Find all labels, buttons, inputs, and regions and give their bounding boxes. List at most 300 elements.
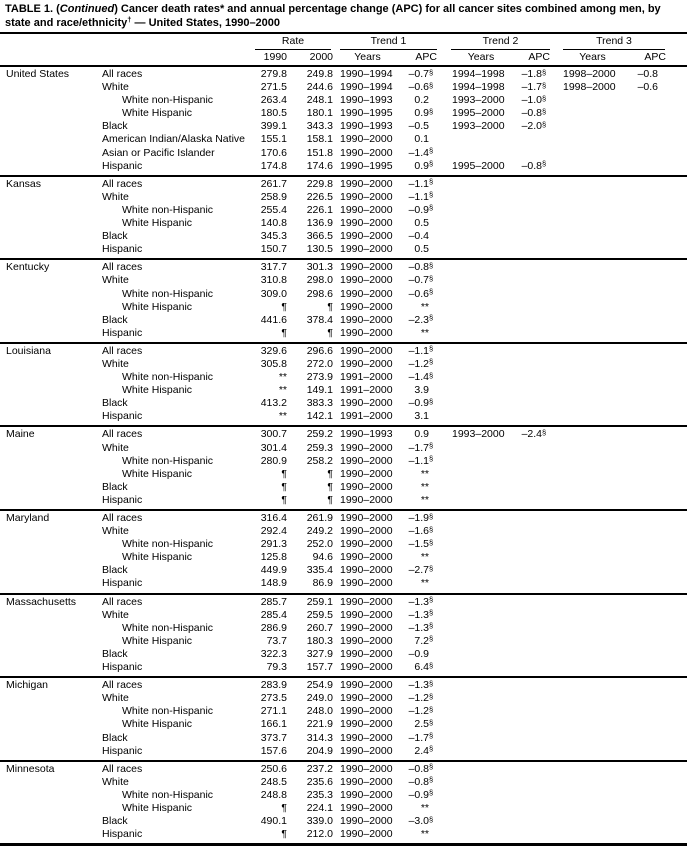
- trend3-years-cell: [550, 815, 622, 828]
- table-row: [0, 481, 666, 494]
- section-footnote-mark: [658, 105, 666, 118]
- state-cell: [0, 551, 100, 564]
- trend3-years-cell: [550, 551, 622, 564]
- apc-value: –1.3: [408, 679, 429, 692]
- trend3-years-cell: [550, 147, 622, 160]
- trend1-years-cell: 1990–1994: [340, 81, 393, 94]
- rate-1990-cell: 345.3: [260, 230, 287, 243]
- trend3-years-cell: [550, 481, 622, 494]
- rate-2000-cell: 174.6: [306, 159, 333, 172]
- section-footnote-mark: [429, 426, 437, 439]
- table-row: [0, 551, 666, 564]
- state-section: [0, 425, 687, 509]
- race-ethnicity-cell: White non-Hispanic: [122, 371, 214, 384]
- dagger-footnote-mark: †: [127, 15, 132, 24]
- table-row: [0, 217, 666, 230]
- trend3-years-cell: [550, 384, 622, 397]
- state-cell: [0, 120, 100, 133]
- section-footnote-mark: [429, 408, 437, 421]
- trend1-years-cell: 1990–2000: [340, 441, 393, 454]
- trend1-years-cell: 1990–2000: [340, 467, 393, 480]
- trend3-years-cell: [550, 718, 622, 731]
- race-ethnicity-cell: Hispanic: [102, 410, 143, 423]
- table-row: [0, 274, 666, 287]
- rate-1990-cell: 285.4: [260, 608, 287, 621]
- trend3-apc-cell: [622, 494, 666, 507]
- rate-2000-cell: 142.1: [306, 410, 333, 423]
- race-ethnicity-cell: White: [102, 81, 129, 94]
- trend3-apc-cell: [622, 661, 666, 674]
- trend3-years-cell: [550, 661, 622, 674]
- section-footnote-mark: [542, 324, 550, 337]
- rate-2000-cell: 94.6: [312, 551, 333, 564]
- state-cell: Massachusetts: [6, 595, 77, 608]
- section-footnote-mark: [658, 523, 666, 536]
- trend3-years-cell: [550, 107, 622, 120]
- rate-1990-cell: 125.8: [260, 551, 287, 564]
- trend1-years-cell: 1990–2000: [340, 146, 393, 159]
- trend1-years-cell: 1990–1993: [340, 120, 393, 133]
- trend3-apc-cell: [622, 577, 666, 590]
- apc-value: –0.8: [408, 762, 429, 775]
- section-footnote-mark: §: [429, 621, 434, 631]
- state-section: [0, 509, 687, 593]
- trend2-years-cell: [437, 577, 510, 590]
- apc-value: –1.1: [408, 190, 429, 203]
- table-row: [0, 442, 666, 455]
- trend1-years-cell: 1990–2000: [340, 217, 393, 230]
- trend1-years-cell: 1990–2000: [340, 634, 393, 647]
- trend1-years-cell: 1990–2000: [340, 344, 393, 357]
- trend1-years-cell: 1991–2000: [340, 410, 393, 423]
- trend1-years-cell: 1990–2000: [340, 608, 393, 621]
- rate-2000-cell: 339.0: [306, 815, 333, 828]
- race-ethnicity-cell: Black: [102, 120, 128, 133]
- section-footnote-mark: [542, 562, 550, 575]
- apc-value: **: [420, 577, 429, 590]
- state-cell: [0, 718, 100, 731]
- trend1-group-label: Trend 1: [370, 35, 407, 47]
- rate-2000-cell: 235.6: [306, 775, 333, 788]
- rate-1990-cell: ¶: [281, 801, 287, 814]
- trend2-years-cell: [437, 345, 510, 358]
- section-footnote-mark: [658, 575, 666, 588]
- trend2-years-cell: 1995–2000: [452, 159, 505, 172]
- trend2-years-cell: 1993–2000: [452, 120, 505, 133]
- rate-1990-cell: ¶: [281, 467, 287, 480]
- race-ethnicity-cell: All races: [102, 595, 143, 608]
- table-row: [0, 455, 666, 468]
- trend3-years-cell: [550, 358, 622, 371]
- state-cell: [0, 204, 100, 217]
- section-footnote-mark: §: [429, 203, 434, 213]
- section-footnote-mark: [658, 175, 666, 188]
- trend1-years-cell: 1990–2000: [340, 705, 393, 718]
- table-row: [0, 160, 666, 173]
- trend3-years-cell: [550, 564, 622, 577]
- trend3-years-cell: [550, 410, 622, 423]
- section-footnote-mark: [658, 549, 666, 562]
- rate-1990-cell: 285.7: [260, 595, 287, 608]
- apc-value: 0.5: [414, 217, 429, 230]
- apc-value: 0.9: [414, 428, 429, 441]
- section-footnote-mark: [542, 690, 550, 703]
- state-cell: [0, 564, 100, 577]
- table-row: [0, 648, 666, 661]
- trend3-years-cell: [550, 622, 622, 635]
- trend3-years-cell: [550, 763, 622, 776]
- trend1-years-cell: 1990–2000: [340, 493, 393, 506]
- trend1-years-cell: 1990–2000: [340, 595, 393, 608]
- trend1-years-cell: 1990–1993: [340, 94, 393, 107]
- table-row: [0, 705, 666, 718]
- state-section: [0, 175, 687, 259]
- trend2-years-cell: 1994–1998: [452, 81, 505, 94]
- section-footnote-mark: §: [429, 287, 434, 296]
- trend2-years-cell: [437, 327, 510, 340]
- trend3-years-cell: [550, 538, 622, 551]
- trend2-years-cell: [437, 692, 510, 705]
- rate-1990-cell: **: [278, 384, 287, 397]
- rate-2000-cell: 298.6: [306, 287, 333, 300]
- apc-value: 0.2: [414, 94, 429, 107]
- race-ethnicity-cell: White non-Hispanic: [122, 705, 214, 718]
- section-footnote-mark: [429, 92, 437, 105]
- section-footnote-mark: [542, 408, 550, 421]
- rate-2000-cell: 383.3: [306, 397, 333, 410]
- apc-value: –2.7: [408, 564, 429, 577]
- apc-value: –1.1: [408, 177, 429, 190]
- trend3-years-cell: [550, 120, 622, 133]
- trend3-years-cell: [550, 327, 622, 340]
- section-footnote-mark: [658, 478, 666, 491]
- trend2-apc-cell: [510, 327, 550, 340]
- column-group-trend3: [563, 34, 665, 50]
- section-footnote-mark: [429, 549, 437, 562]
- state-cell: Minnesota: [6, 762, 55, 775]
- trend2-apc-cell: [510, 828, 550, 841]
- rate-1990-cell: 273.5: [260, 692, 287, 705]
- trend3-years-cell: 1998–2000: [563, 81, 616, 94]
- state-cell: Kansas: [6, 177, 42, 190]
- rate-1990-cell: 291.3: [260, 538, 287, 551]
- section-footnote-mark: [658, 79, 666, 92]
- section-footnote-mark: [658, 786, 666, 799]
- section-footnote-mark: [658, 742, 666, 755]
- trend2-years-cell: [437, 288, 510, 301]
- trend2-years-cell: [437, 274, 510, 287]
- section-footnote-mark: [542, 272, 550, 285]
- trend3-years-cell: [550, 301, 622, 314]
- apc-value: –1.8: [521, 68, 542, 80]
- section-footnote-mark: [429, 645, 437, 658]
- table-row: [0, 107, 666, 120]
- section-footnote-mark: [658, 465, 666, 478]
- section-footnote-mark: [658, 716, 666, 729]
- section-footnote-mark: [658, 241, 666, 254]
- section-footnote-mark: [658, 826, 666, 839]
- rate-2000-cell: 180.3: [306, 634, 333, 647]
- section-footnote-mark: §: [429, 106, 434, 116]
- table-row: [0, 327, 666, 340]
- section-footnote-mark: [542, 799, 550, 812]
- table-row: [0, 68, 666, 81]
- rate-2000-cell: 298.0: [306, 274, 333, 287]
- table-header: [0, 34, 687, 65]
- apc-value: **: [420, 326, 429, 339]
- rate-1990-cell: 170.6: [260, 146, 287, 159]
- section-footnote-mark: [429, 324, 437, 337]
- apc-value: **: [420, 828, 429, 841]
- trend1-years-cell: 1990–2000: [340, 788, 393, 801]
- section-footnote-mark: §: [429, 634, 434, 644]
- rate-2000-cell: ¶: [327, 480, 333, 493]
- rate-1990-cell: 250.6: [260, 762, 287, 775]
- table-row: [0, 679, 666, 692]
- trend2-years-cell: [437, 538, 510, 551]
- section-footnote-mark: [542, 382, 550, 395]
- rate-1990-cell: ¶: [281, 828, 287, 841]
- rate-2000-cell: ¶: [327, 467, 333, 480]
- section-footnote-mark: §: [429, 537, 434, 547]
- state-cell: [0, 692, 100, 705]
- table-row: [0, 371, 666, 384]
- rate-2000-cell: 244.6: [306, 81, 333, 94]
- rate-1990-cell: 286.9: [260, 621, 287, 634]
- trend2-years-cell: [437, 410, 510, 423]
- trend3-years-cell: [550, 609, 622, 622]
- section-footnote-mark: [429, 241, 437, 254]
- table-row: [0, 345, 666, 358]
- column-header-trend3-apc: APC: [644, 51, 666, 63]
- table-row: [0, 204, 666, 217]
- rate-1990-cell: 140.8: [260, 217, 287, 230]
- table-row: [0, 763, 666, 776]
- section-footnote-mark: [658, 355, 666, 368]
- section-footnote-mark: §: [429, 814, 434, 824]
- apc-value: 0.5: [414, 243, 429, 256]
- state-section: [0, 676, 687, 760]
- state-cell: [0, 635, 100, 648]
- section-footnote-mark: [542, 259, 550, 272]
- section-footnote-mark: [658, 298, 666, 311]
- section-footnote-mark: [429, 799, 437, 812]
- state-cell: [0, 776, 100, 789]
- table-row: [0, 815, 666, 828]
- trend1-apc-cell: [395, 327, 437, 340]
- trend2-years-cell: [437, 763, 510, 776]
- section-footnote-mark: [429, 298, 437, 311]
- section-footnote-mark: §: [429, 190, 434, 200]
- trend2-years-cell: [437, 635, 510, 648]
- section-footnote-mark: [658, 66, 666, 79]
- trend2-years-cell: 1993–2000: [452, 428, 505, 441]
- section-footnote-mark: §: [429, 660, 434, 670]
- state-cell: [0, 327, 100, 340]
- state-cell: [0, 622, 100, 635]
- section-footnote-mark: §: [429, 744, 434, 754]
- apc-value: –0.8: [521, 159, 542, 172]
- table-row: [0, 494, 666, 507]
- section-footnote-mark: §: [542, 119, 547, 129]
- rate-1990-cell: 255.4: [260, 203, 287, 216]
- trend1-years-cell: 1990–2000: [340, 326, 393, 339]
- apc-value: –0.4: [408, 230, 429, 243]
- apc-value: 2.4: [414, 744, 429, 757]
- section-footnote-mark: [542, 131, 550, 144]
- section-footnote-mark: [658, 259, 666, 272]
- state-cell: [0, 384, 100, 397]
- trend3-years-cell: [550, 178, 622, 191]
- section-footnote-mark: [658, 593, 666, 606]
- rate-2000-cell: ¶: [327, 326, 333, 339]
- table-row: [0, 609, 666, 622]
- section-footnote-mark: §: [429, 762, 434, 772]
- race-ethnicity-cell: Black: [102, 647, 128, 660]
- apc-value: 2.5: [414, 718, 429, 731]
- apc-value: –0.7: [408, 274, 429, 287]
- rate-2000-cell: 157.7: [306, 661, 333, 674]
- race-ethnicity-cell: White: [102, 775, 129, 788]
- state-cell: [0, 107, 100, 120]
- rate-2000-cell: 259.3: [306, 441, 333, 454]
- section-footnote-mark: [542, 593, 550, 606]
- trend2-years-cell: [437, 525, 510, 538]
- rate-1990-cell: 280.9: [260, 454, 287, 467]
- state-cell: [0, 442, 100, 455]
- apc-value: –0.9: [408, 647, 429, 660]
- section-footnote-mark: [542, 478, 550, 491]
- state-cell: [0, 481, 100, 494]
- apc-value: –1.2: [408, 705, 429, 718]
- table-row: [0, 596, 666, 609]
- section-footnote-mark: [542, 355, 550, 368]
- apc-value: –0.8: [521, 107, 542, 120]
- rate-group-label: Rate: [281, 35, 305, 47]
- trend1-years-cell: 1990–1995: [340, 107, 393, 120]
- column-group-trend1: [340, 34, 437, 50]
- trend3-years-cell: [550, 525, 622, 538]
- column-header-1990: 1990: [263, 51, 287, 63]
- apc-value: –1.3: [408, 608, 429, 621]
- section-footnote-mark: [542, 760, 550, 773]
- race-ethnicity-cell: Black: [102, 815, 128, 828]
- rate-2000-cell: 249.8: [306, 68, 333, 80]
- section-footnote-mark: [658, 369, 666, 382]
- trend3-years-cell: [550, 732, 622, 745]
- trend3-years-cell: [550, 160, 622, 173]
- trend3-years-cell: [550, 705, 622, 718]
- state-cell: [0, 94, 100, 107]
- table-row: [0, 428, 666, 441]
- section-footnote-mark: [542, 645, 550, 658]
- table-row: [0, 661, 666, 674]
- state-cell: Kentucky: [6, 261, 50, 274]
- trend3-years-cell: [550, 428, 622, 441]
- apc-value: –1.0: [521, 94, 542, 107]
- trend3-apc-cell: [622, 327, 666, 340]
- trend1-years-cell: 1990–2000: [340, 300, 393, 313]
- table-body: [0, 65, 687, 843]
- trend1-years-cell: 1990–2000: [340, 577, 393, 590]
- section-footnote-mark: §: [429, 396, 434, 406]
- trend3-years-cell: [550, 94, 622, 107]
- trend2-years-cell: [437, 661, 510, 674]
- rate-2000-cell: 259.2: [306, 428, 333, 441]
- state-cell: [0, 314, 100, 327]
- race-ethnicity-cell: White: [102, 357, 129, 370]
- trend1-years-cell: 1991–2000: [340, 371, 393, 384]
- trend3-apc-cell: [622, 160, 666, 173]
- trend1-apc-cell: [395, 494, 437, 507]
- table-row: [0, 191, 666, 204]
- trend1-years-cell: 1990–2000: [340, 538, 393, 551]
- trend1-years-cell: 1990–2000: [340, 718, 393, 731]
- race-ethnicity-cell: White non-Hispanic: [122, 454, 214, 467]
- rate-2000-cell: ¶: [327, 493, 333, 506]
- trend2-years-cell: [437, 191, 510, 204]
- rate-1990-cell: 271.5: [260, 81, 287, 94]
- trend1-years-cell: 1990–2000: [340, 661, 393, 674]
- section-footnote-mark: §: [429, 454, 434, 464]
- section-footnote-mark: [542, 703, 550, 716]
- race-ethnicity-cell: Hispanic: [102, 744, 143, 757]
- trend2-years-cell: [437, 718, 510, 731]
- trend1-years-cell: 1990–2000: [340, 775, 393, 788]
- rate-1990-cell: 248.5: [260, 775, 287, 788]
- section-footnote-mark: §: [429, 788, 434, 798]
- state-cell: [0, 494, 100, 507]
- table-row: [0, 230, 666, 243]
- trend1-years-cell: 1990–2000: [340, 744, 393, 757]
- rate-2000-cell: 252.0: [306, 538, 333, 551]
- trend3-apc-cell: [622, 410, 666, 423]
- rate-1990-cell: ¶: [281, 300, 287, 313]
- race-ethnicity-cell: White non-Hispanic: [122, 621, 214, 634]
- section-footnote-mark: [429, 465, 437, 478]
- table-row: [0, 410, 666, 423]
- trend1-years-cell: 1990–1994: [340, 68, 393, 80]
- trend2-apc-cell: [510, 494, 550, 507]
- table-row: [0, 288, 666, 301]
- race-ethnicity-cell: White Hispanic: [122, 300, 193, 313]
- rate-2000-cell: 229.8: [306, 177, 333, 190]
- trend3-years-cell: [550, 397, 622, 410]
- state-cell: [0, 191, 100, 204]
- section-footnote-mark: §: [429, 704, 434, 714]
- trend2-years-cell: [437, 789, 510, 802]
- column-header-trend1-apc: APC: [415, 51, 437, 63]
- rate-2000-cell: 260.7: [306, 621, 333, 634]
- apc-value: 0.1: [414, 133, 429, 146]
- section-footnote-mark: [658, 606, 666, 619]
- section-footnote-mark: [542, 175, 550, 188]
- trend1-years-cell: 1990–2000: [340, 480, 393, 493]
- rate-2000-cell: 237.2: [306, 762, 333, 775]
- table-row: [0, 301, 666, 314]
- section-footnote-mark: [658, 439, 666, 452]
- trend3-years-cell: [550, 679, 622, 692]
- rate-2000-cell: 296.6: [306, 344, 333, 357]
- trend2-years-cell: [437, 314, 510, 327]
- section-footnote-mark: [542, 773, 550, 786]
- apc-value: –1.7: [408, 731, 429, 744]
- state-section: [0, 342, 687, 426]
- trend1-apc-cell: [395, 745, 437, 758]
- title-main: ) Cancer death rates* and annual percentage change (APC) for all cancer sites combined among men, by state and race/ethnicity: [5, 3, 661, 29]
- section-footnote-mark: [658, 690, 666, 703]
- apc-value: 3.1: [414, 410, 429, 423]
